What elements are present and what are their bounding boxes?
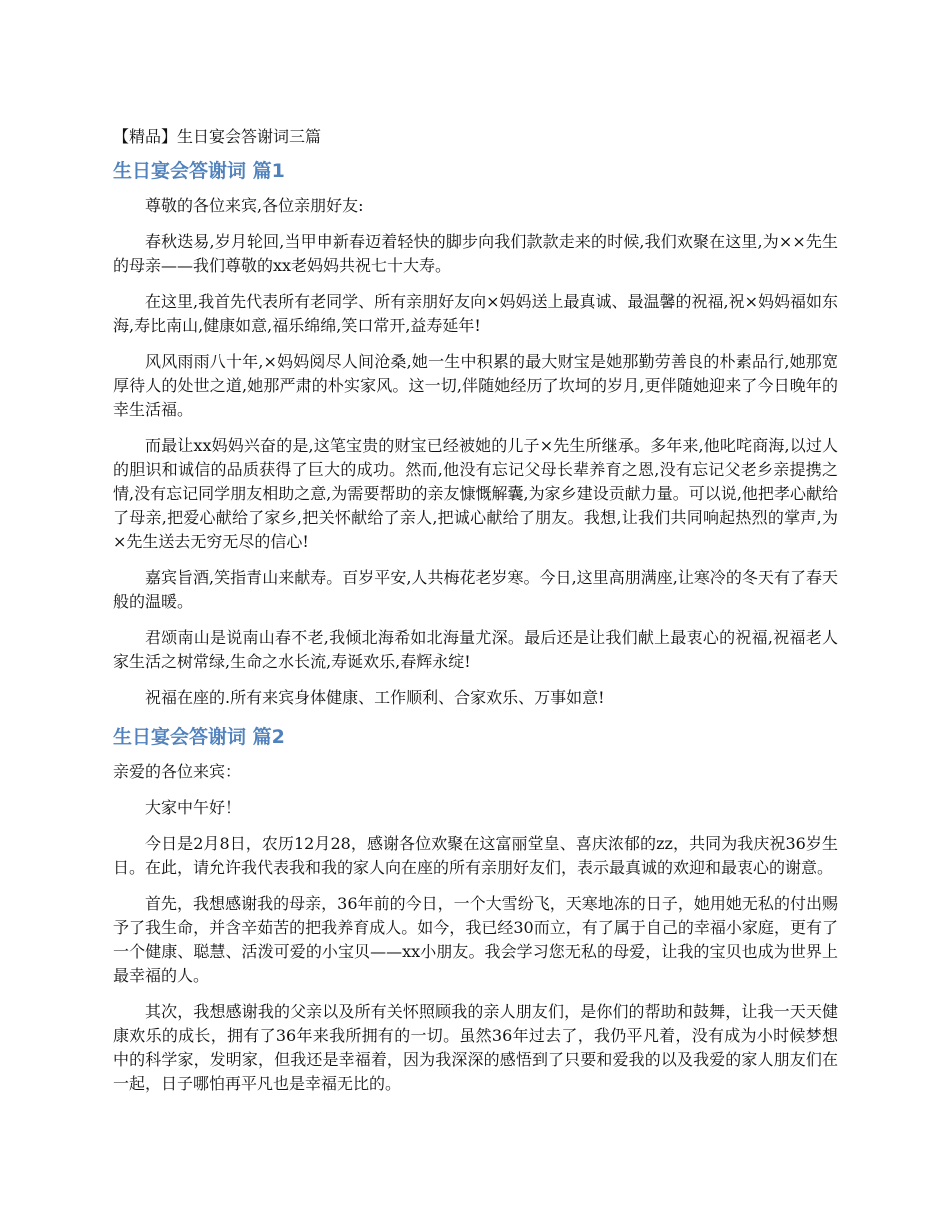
paragraph: 今日是2月8日，农历12月28，感谢各位欢聚在这富丽堂皇、喜庆浓郁的zz，共同为我庆祝36岁生日。在此，请允许我代表我和我的家人向在座的所有亲朋好友们，表示最真诚的欢迎和最衷心的谢意。 — [113, 834, 838, 877]
paragraph: 嘉宾旨酒,笑指青山来献寿。百岁平安,人共梅花老岁寒。今日,这里高朋满座,让寒冷的冬天有了春天般的温暖。 — [113, 568, 838, 611]
section-heading: 生日宴会答谢词 篇2 — [113, 726, 285, 748]
section-2 — [113, 724, 838, 1096]
paragraph: 在这里,我首先代表所有老同学、所有亲朋好友向×妈妈送上最真诚、最温馨的祝福,祝×妈妈福如东海,寿比南山,健康如意,福乐绵绵,笑口常开,益寿延年! — [113, 292, 838, 335]
section-1 — [113, 158, 838, 710]
section-heading: 生日宴会答谢词 篇1 — [113, 160, 285, 182]
paragraph: 首先，我想感谢我的母亲，36年前的今日，一个大雪纷飞，天寒地冻的日子，她用她无私的付出赐予了我生命，并含辛茹苦的把我养育成人。如今，我已经30而立，有了属于自己的幸福小家庭，更有了一个健康、聪慧、活泼可爱的小宝贝——xx小朋友。我会学习您无私的母爱，让我的宝贝也成为世界上最幸福的人。 — [113, 894, 838, 985]
document-page — [113, 124, 838, 1108]
paragraph: 大家中午好！ — [145, 798, 242, 817]
paragraph: 尊敬的各位来宾,各位亲朋好友: — [145, 196, 364, 215]
paragraph: 其次，我想感谢我的父亲以及所有关怀照顾我的亲人朋友们，是你们的帮助和鼓舞，让我一天天健康欢乐的成长，拥有了36年来我所拥有的一切。虽然36年过去了，我仍平凡着，没有成为小时候梦想中的科学家，发明家，但我还是幸福着，因为我深深的感悟到了只要和爱我的以及我爱的家人朋友们在一起，日子哪怕再平凡也是幸福无比的。 — [113, 1002, 838, 1093]
paragraph: 春秋迭易,岁月轮回,当甲申新春迈着轻快的脚步向我们款款走来的时候,我们欢聚在这里,为××先生的母亲——我们尊敬的xx老妈妈共祝七十大寿。 — [113, 232, 838, 275]
paragraph: 而最让xx妈妈兴奋的是,这笔宝贵的财宝已经被她的儿子×先生所继承。多年来,他叱咤商海,以过人的胆识和诚信的品质获得了巨大的成功。然而,他没有忘记父母长辈养育之恩,没有忘记父老乡亲提携之情,没有忘记同学朋友相助之意,为需要帮助的亲友慷慨解囊,为家乡建设贡献力量。可以说,他把孝心献给了母亲,把爱心献给了家乡,把关怀献给了亲人,把诚心献给了朋友。我想,让我们共同响起热烈的掌声,为×先生送去无穷无尽的信心! — [113, 436, 838, 551]
paragraph: 祝福在座的.所有来宾身体健康、工作顺利、合家欢乐、万事如意! — [145, 688, 605, 707]
paragraph: 风风雨雨八十年,×妈妈阅尽人间沧桑,她一生中积累的最大财宝是她那勤劳善良的朴素品行,她那宽厚待人的处世之道,她那严肃的朴实家风。这一切,伴随她经历了坎坷的岁月,更伴随她迎来了今日晚年的幸生活福。 — [113, 352, 838, 419]
paragraph: 君颂南山是说南山春不老,我倾北海希如北海量尤深。最后还是让我们献上最衷心的祝福,祝福老人家生活之树常绿,生命之水长流,寿诞欢乐,春辉永绽! — [113, 628, 838, 671]
document-title: 【精品】生日宴会答谢词三篇 — [113, 127, 322, 146]
salutation: 亲爱的各位来宾： — [113, 762, 242, 781]
